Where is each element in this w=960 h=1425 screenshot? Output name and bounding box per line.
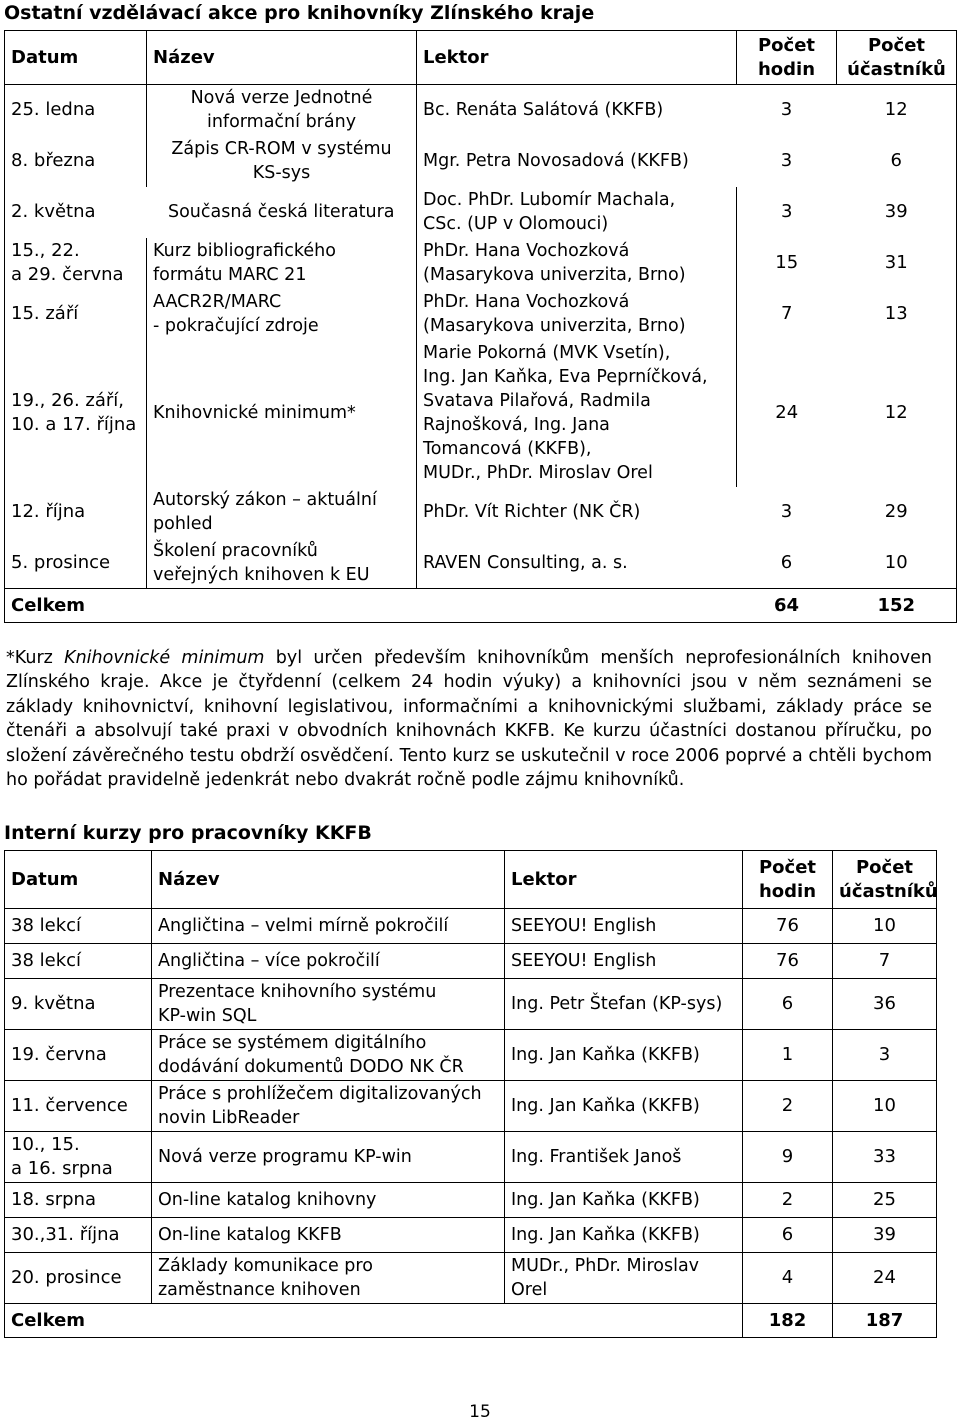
cell-lektor: Marie Pokorná (MVK Vsetín), Ing. Jan Kaňka, Eva Peprníčková, Svatava Pilařová, Radmila Rajnošková, Ing. Jana Tomancová (KKFB), MUDr., PhDr. Miroslav Orel — [417, 340, 737, 487]
table-row — [5, 85, 957, 136]
cell-datum: 10., 15. a 16. srpna — [5, 1132, 152, 1183]
cell-ucastniku: 24 — [833, 1253, 937, 1304]
cell-datum: 9. května — [5, 979, 152, 1030]
cell-ucastniku: 39 — [837, 187, 957, 238]
table-row — [5, 979, 937, 1030]
cell-lektor: PhDr. Hana Vochozková (Masarykova univerzita, Brno) — [417, 238, 737, 289]
footnote — [6, 646, 932, 792]
cell-ucastniku: 25 — [833, 1183, 937, 1218]
cell-hodin: 76 — [743, 944, 833, 979]
footnote-italic: Knihovnické minimum — [64, 648, 265, 668]
cell-nazev: Angličtina – velmi mírně pokročilí — [152, 909, 505, 944]
external-courses-table — [4, 30, 957, 623]
cell-ucastniku: 10 — [833, 1081, 937, 1132]
table-row — [5, 1081, 937, 1132]
cell-nazev: Nová verze programu KP-win — [152, 1132, 505, 1183]
cell-hodin: 3 — [780, 501, 793, 522]
table-row — [5, 340, 957, 487]
cell-nazev: Nová verze Jednotné informační brány — [147, 85, 417, 136]
cell-hodin: 76 — [743, 909, 833, 944]
cell-hodin: 3 — [781, 201, 793, 222]
cell-ucastniku: 10 — [833, 909, 937, 944]
cell-lektor: Ing. Jan Kaňka (KKFB) — [505, 1030, 743, 1081]
table-row — [5, 289, 957, 340]
cell-nazev: On-line katalog knihovny — [152, 1183, 505, 1218]
cell-ucastniku: 7 — [833, 944, 937, 979]
cell-hodin: 3 — [780, 150, 793, 171]
table-row — [5, 909, 937, 944]
cell-hodin: 6 — [743, 1218, 833, 1253]
total-row — [5, 589, 957, 623]
cell-ucastniku: 3 — [833, 1030, 937, 1081]
cell-lektor: MUDr., PhDr. Miroslav Orel — [505, 1253, 743, 1304]
header-nazev: Název — [152, 851, 505, 909]
cell-datum: 18. srpna — [5, 1183, 152, 1218]
cell-lektor: PhDr. Hana Vochozková (Masarykova univerzita, Brno) — [417, 289, 737, 340]
cell-nazev: Prezentace knihovního systému KP-win SQL — [152, 979, 505, 1030]
cell-hodin: 2 — [743, 1183, 833, 1218]
cell-datum: 38 lekcí — [5, 944, 152, 979]
cell-ucastniku: 36 — [833, 979, 937, 1030]
cell-lektor: Doc. PhDr. Lubomír Machala, CSc. (UP v Olomouci) — [417, 187, 737, 238]
cell-lektor: SEEYOU! English — [505, 944, 743, 979]
total-ucastniku: 187 — [833, 1304, 937, 1338]
cell-ucastniku: 29 — [837, 487, 957, 538]
header-datum: Datum — [5, 31, 147, 85]
total-hodin: 182 — [743, 1304, 833, 1338]
table-row — [5, 487, 957, 538]
cell-nazev: Školení pracovníků veřejných knihoven k EU — [147, 538, 417, 589]
cell-datum: 15., 22. a 29. června — [5, 238, 147, 289]
cell-ucastniku: 31 — [837, 238, 957, 289]
cell-ucastniku: 12 — [837, 340, 957, 487]
total-label: Celkem — [5, 1304, 743, 1338]
cell-nazev: Práce se systémem digitálního dodávání dokumentů DODO NK ČR — [152, 1030, 505, 1081]
footnote-body: byl určen především knihovníkům menších neprofesionálních knihoven Zlínského kraje. Akce je čtyřdenní (celkem 24 hodin výuky) a knihovníci jsou v něm seznámeni se základy knihovnictví, knihovní legislativou, informačními a knihovnickými službami, základy práce se čtenáři a absolvují také praxi v obvodních knihovnách KKFB. Ke kurzu účastníci dostanou příručku, po složení závěrečného testu obdrží osvědčení. Tento kurz se uskutečnil v roce 2006 poprvé a chtěli bychom ho pořádat pravidelně jedenkrát nebo dvakrát ročně podle zájmu knihovníků. — [6, 648, 933, 791]
header-lektor: Lektor — [505, 851, 743, 909]
cell-lektor: RAVEN Consulting, a. s. — [417, 538, 737, 589]
cell-datum: 5. prosince — [5, 538, 147, 589]
cell-datum: 19., 26. září, 10. a 17. října — [5, 340, 147, 487]
footnote-start: *Kurz — [6, 648, 65, 668]
cell-datum: 8. března — [5, 136, 147, 187]
cell-nazev: Knihovnické minimum* — [147, 340, 417, 487]
header-ucastniku: Počet účastníků — [833, 851, 937, 909]
cell-datum: 11. července — [5, 1081, 152, 1132]
cell-hodin: 15 — [775, 252, 799, 273]
cell-nazev: Kurz bibliografického formátu MARC 21 — [147, 238, 417, 289]
cell-lektor: SEEYOU! English — [505, 909, 743, 944]
cell-lektor: Mgr. Petra Novosadová (KKFB) — [423, 151, 689, 171]
page-number: 15 — [469, 1402, 491, 1422]
cell-datum: 38 lekcí — [5, 909, 152, 944]
cell-datum: 20. prosince — [5, 1253, 152, 1304]
cell-datum: 25. ledna — [5, 85, 147, 136]
cell-hodin: 24 — [775, 402, 799, 423]
header-nazev: Název — [147, 31, 417, 85]
section1-title: Ostatní vzdělávací akce pro knihovníky Zlínského kraje — [4, 2, 595, 24]
table-row — [5, 1218, 937, 1253]
table-row — [5, 944, 937, 979]
cell-ucastniku: 10 — [837, 538, 957, 589]
cell-nazev: Angličtina – více pokročilí — [152, 944, 505, 979]
cell-hodin: 4 — [743, 1253, 833, 1304]
cell-nazev: Zápis CR-ROM v systému KS-sys — [147, 136, 417, 187]
total-label: Celkem — [5, 589, 737, 623]
table-row — [5, 1183, 937, 1218]
table-row — [5, 136, 957, 187]
header-lektor: Lektor — [417, 31, 737, 85]
cell-hodin: 2 — [743, 1081, 833, 1132]
table-row — [5, 1030, 937, 1081]
cell-hodin: 6 — [737, 538, 837, 589]
cell-ucastniku: 33 — [833, 1132, 937, 1183]
cell-hodin: 3 — [737, 85, 837, 136]
cell-ucastniku: 6 — [837, 136, 957, 187]
cell-lektor: PhDr. Vít Richter (NK ČR) — [417, 487, 737, 538]
header-hodin: Počet hodin — [743, 851, 833, 909]
cell-lektor: Ing. Jan Kaňka (KKFB) — [505, 1218, 743, 1253]
table-header-row — [5, 851, 937, 909]
total-ucastniku: 152 — [837, 589, 957, 623]
header-datum: Datum — [5, 851, 152, 909]
cell-hodin: 1 — [743, 1030, 833, 1081]
table-row — [5, 1132, 937, 1183]
cell-lektor: Ing. Petr Štefan (KP-sys) — [505, 979, 743, 1030]
cell-lektor: Ing. František Janoš — [505, 1132, 743, 1183]
table-row — [5, 238, 957, 289]
header-hodin: Počet hodin — [737, 31, 837, 85]
internal-courses-table — [4, 850, 937, 1338]
cell-lektor: Ing. Jan Kaňka (KKFB) — [505, 1183, 743, 1218]
cell-datum: 12. října — [5, 487, 147, 538]
cell-lektor: Ing. Jan Kaňka (KKFB) — [505, 1081, 743, 1132]
cell-nazev: AACR2R/MARC - pokračující zdroje — [147, 289, 417, 340]
cell-nazev: Práce s prohlížečem digitalizovaných novin LibReader — [152, 1081, 505, 1132]
total-row — [5, 1304, 937, 1338]
cell-ucastniku: 39 — [833, 1218, 937, 1253]
cell-nazev: Základy komunikace pro zaměstnance knihoven — [152, 1253, 505, 1304]
cell-datum: 30.,31. října — [5, 1218, 152, 1253]
cell-ucastniku: 13 — [837, 289, 957, 340]
cell-nazev: Autorský zákon – aktuální pohled — [147, 487, 417, 538]
table-row — [5, 538, 957, 589]
cell-datum: 2. května — [5, 187, 147, 238]
table-row — [5, 187, 957, 238]
cell-ucastniku: 12 — [837, 85, 957, 136]
header-ucastniku: Počet účastníků — [837, 31, 957, 85]
cell-hodin: 6 — [743, 979, 833, 1030]
cell-nazev: On-line katalog KKFB — [152, 1218, 505, 1253]
table-row — [5, 1253, 937, 1304]
cell-datum: 15. září — [5, 289, 147, 340]
total-hodin: 64 — [737, 589, 837, 623]
cell-nazev: Současná česká literatura — [147, 187, 417, 238]
cell-hodin: 9 — [743, 1132, 833, 1183]
cell-hodin: 7 — [781, 303, 793, 324]
cell-lektor: Bc. Renáta Salátová (KKFB) — [417, 85, 737, 136]
cell-datum: 19. června — [5, 1030, 152, 1081]
section2-title: Interní kurzy pro pracovníky KKFB — [4, 822, 372, 844]
table-header-row — [5, 31, 957, 85]
